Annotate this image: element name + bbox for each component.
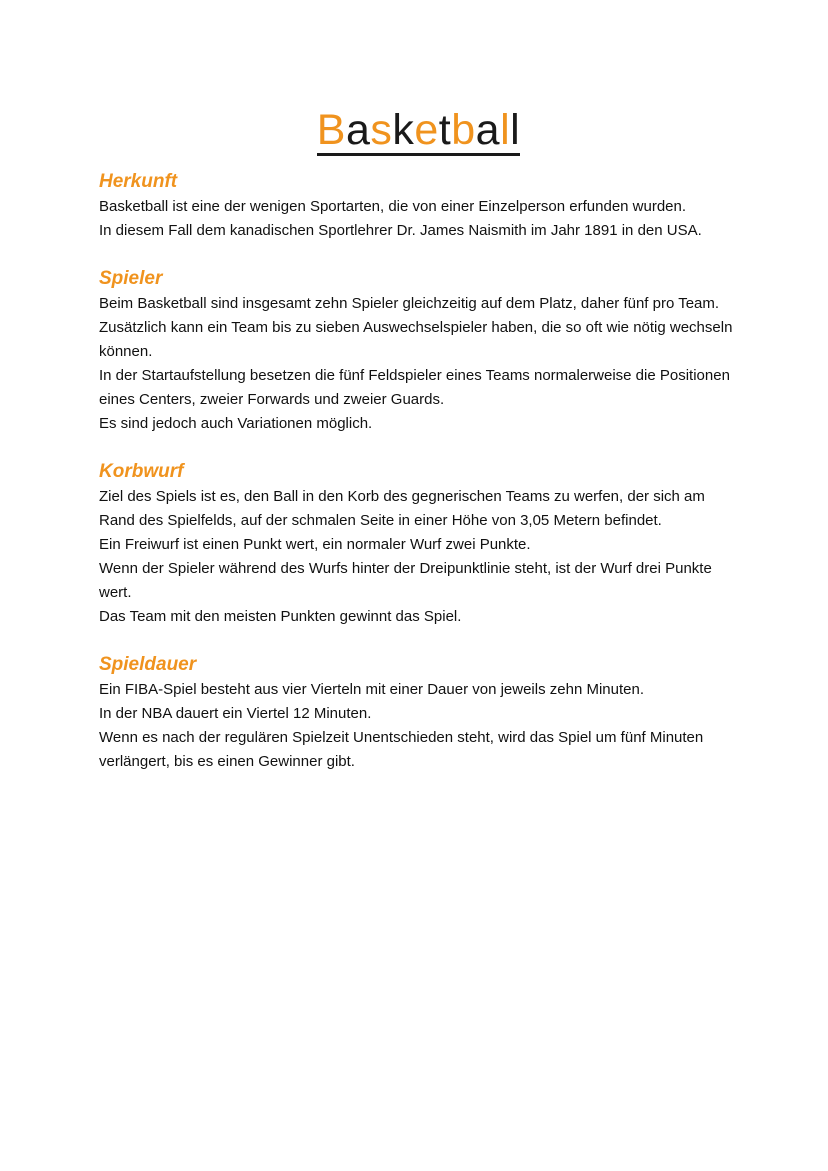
title-letter: k — [392, 106, 415, 154]
section-heading: Korbwurf — [99, 461, 184, 482]
section-paragraph: In der Startaufstellung besetzen die fünf Feldspieler eines Teams normalerweise die Positionen eines Centers, zweier Forwards und zweier Guards. — [99, 367, 730, 408]
section-paragraph: Wenn der Spieler während des Wurfs hinter der Dreipunktlinie steht, ist der Wurf drei Punkte wert. — [99, 560, 712, 601]
section-paragraph: Wenn es nach der regulären Spielzeit Unentschieden steht, wird das Spiel um fünf Minuten verlängert, bis es einen Gewinner gibt. — [99, 729, 704, 770]
section-heading: Spieldauer — [99, 654, 197, 675]
section-spieler — [99, 267, 738, 436]
title-letter: l — [510, 106, 521, 154]
section-paragraph: Ziel des Spiels ist es, den Ball in den Korb des gegnerischen Teams zu werfen, der sich am Rand des Spielfelds, auf der schmalen Seite in einer Höhe von 3,05 Metern befindet. — [99, 488, 705, 529]
title-letter: b — [451, 106, 476, 154]
section-paragraph: Ein Freiwurf ist einen Punkt wert, ein normaler Wurf zwei Punkte. — [99, 536, 531, 553]
section-paragraph: In der NBA dauert ein Viertel 12 Minuten. — [99, 705, 372, 722]
section-paragraph: Basketball ist eine der wenigen Sportarten, die von einer Einzelperson erfunden wurden. — [99, 198, 687, 215]
section-paragraph: Es sind jedoch auch Variationen möglich. — [99, 415, 373, 432]
document-title-text — [317, 108, 520, 156]
title-letter: t — [438, 106, 452, 154]
title-letter: a — [475, 106, 501, 154]
title-letter: B — [316, 106, 346, 154]
title-letter: a — [345, 106, 371, 154]
section-paragraph: Beim Basketball sind insgesamt zehn Spieler gleichzeitig auf dem Platz, daher fünf pro Team. — [99, 295, 720, 312]
section-heading: Spieler — [99, 268, 163, 289]
document-body — [99, 170, 738, 774]
section-paragraph: In diesem Fall dem kanadischen Sportlehrer Dr. James Naismith im Jahr 1891 in den USA. — [99, 222, 702, 239]
section-paragraph: Ein FIBA-Spiel besteht aus vier Vierteln mit einer Dauer von jeweils zehn Minuten. — [99, 681, 644, 698]
section-korbwurf — [99, 460, 738, 629]
section-herkunft — [99, 170, 738, 243]
section-spieldauer — [99, 653, 738, 774]
section-heading: Herkunft — [99, 171, 178, 192]
section-paragraph: Das Team mit den meisten Punkten gewinnt das Spiel. — [99, 608, 462, 625]
section-paragraph: Zusätzlich kann ein Team bis zu sieben Auswechselspieler haben, die so oft wie nötig wechseln können. — [99, 319, 733, 360]
title-letter: e — [414, 106, 439, 154]
title-letter: l — [500, 106, 511, 154]
title-letter: s — [370, 106, 393, 154]
document-title — [99, 104, 738, 156]
